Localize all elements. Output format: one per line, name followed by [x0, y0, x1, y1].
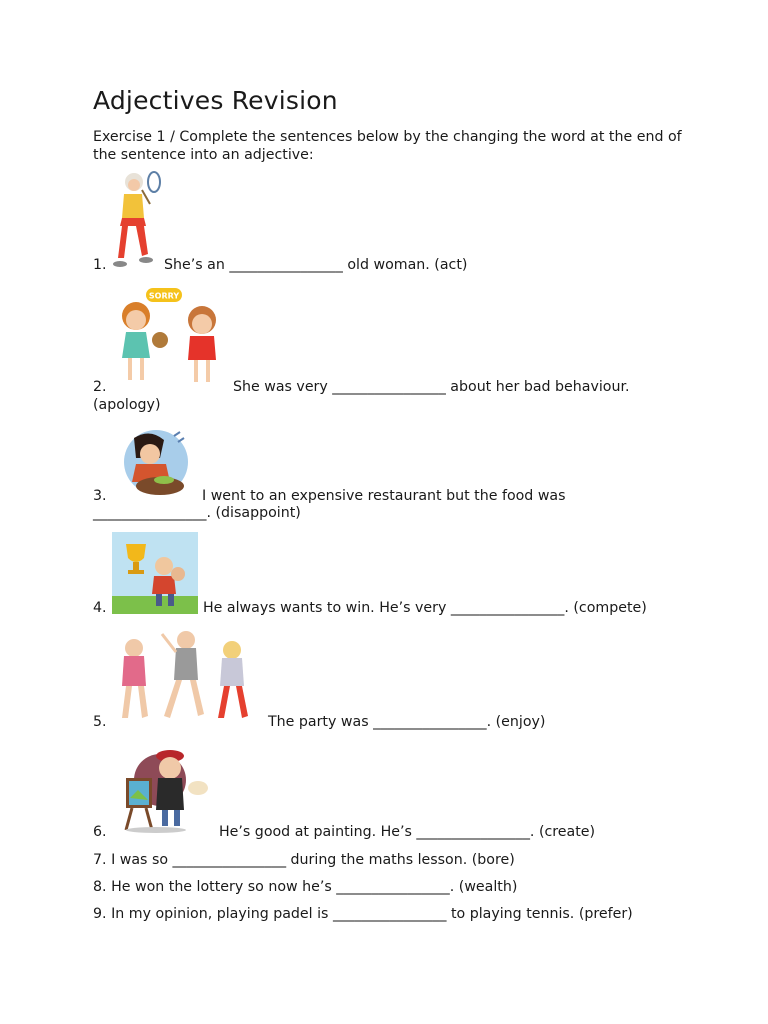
sorry-badge-text: SORRY: [148, 291, 180, 301]
question-number: 1.: [93, 257, 107, 273]
question-text: He won the lottery so now he’s ________________. (wealth): [111, 879, 518, 895]
question-number: 5.: [93, 714, 107, 730]
question-1: [93, 256, 467, 274]
question-text: The party was ________________. (enjoy): [268, 714, 546, 730]
sorry-girls-illustration: [112, 286, 224, 388]
question-5: [93, 713, 545, 731]
question-6: [93, 823, 595, 841]
question-4: [93, 599, 647, 617]
question-text: He’s good at painting. He’s ________________. (create): [219, 824, 596, 840]
question-7: [93, 851, 515, 869]
exercise-instructions: Exercise 1 / Complete the sentences below by the changing the word at the end of the sentence into an adjective:: [93, 129, 682, 163]
question-2-continuation: (apology): [93, 397, 161, 413]
question-number: 9.: [93, 906, 107, 922]
question-number: 8.: [93, 879, 107, 895]
question-3-continuation: ________________. (disappoint): [93, 505, 301, 521]
question-2: [93, 378, 630, 396]
party-dancers-illustration: [112, 626, 258, 726]
question-number: 4.: [93, 600, 107, 616]
painter-illustration: [112, 744, 216, 834]
question-text: She’s an ________________ old woman. (act): [164, 257, 468, 273]
question-8: [93, 878, 517, 896]
question-number: 7.: [93, 852, 107, 868]
question-3: [93, 487, 566, 505]
question-number: 3.: [93, 488, 107, 504]
question-text: He always wants to win. He’s very ________________. (compete): [203, 600, 647, 616]
question-text: She was very ________________ about her bad behaviour.: [233, 379, 630, 395]
question-number: 2.: [93, 379, 107, 395]
question-text: In my opinion, playing padel is ________________ to playing tennis. (prefer): [111, 906, 633, 922]
page-title: Adjectives Revision: [93, 86, 338, 115]
question-text: I went to an expensive restaurant but the food was: [202, 488, 566, 504]
question-9: [93, 905, 633, 923]
question-text: I was so ________________ during the maths lesson. (bore): [111, 852, 515, 868]
question-number: 6.: [93, 824, 107, 840]
